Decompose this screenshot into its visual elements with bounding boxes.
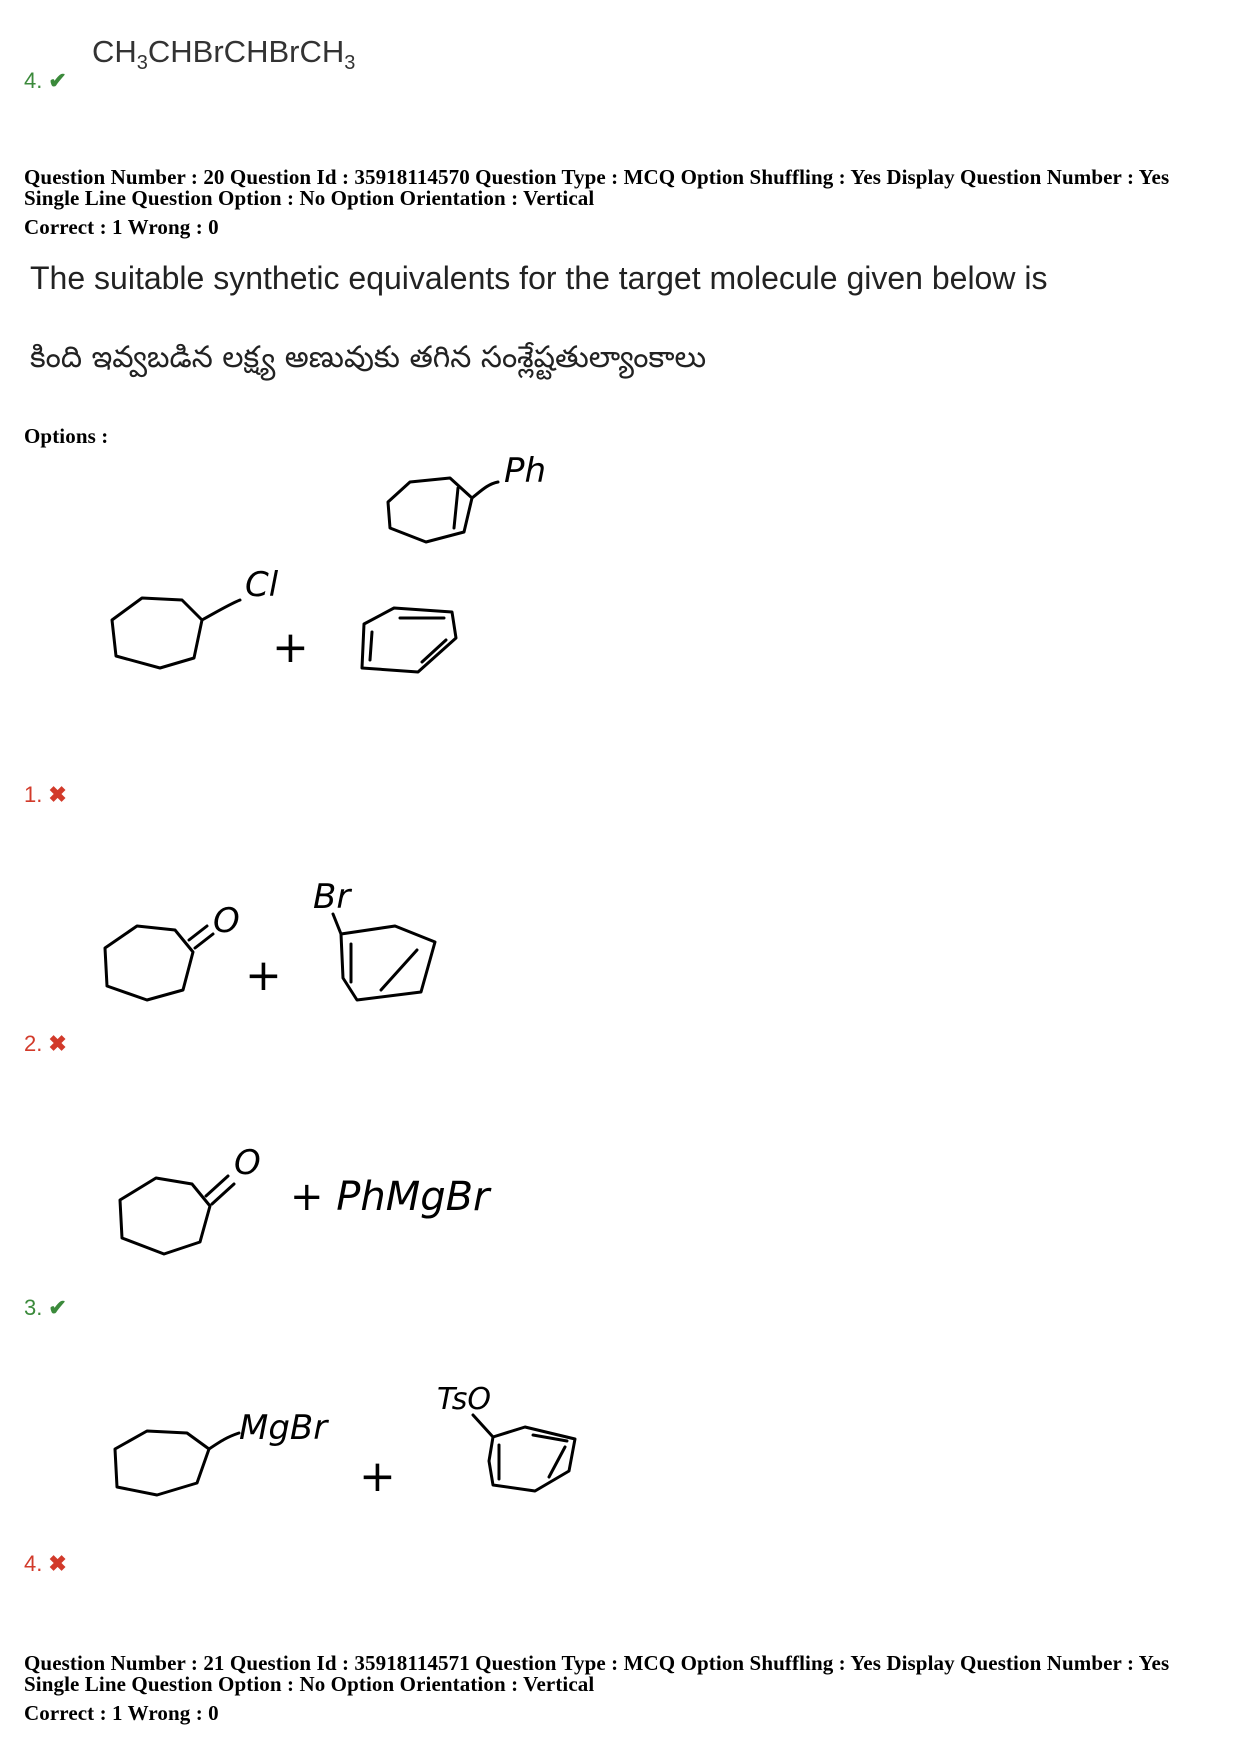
option-2-plus: + xyxy=(245,950,282,1001)
wrong-icon: ✖ xyxy=(48,782,67,807)
options-label: Options : xyxy=(24,424,109,448)
check-icon: ✔ xyxy=(48,1295,67,1320)
prev-option-4-number xyxy=(24,68,67,94)
option-1-structure xyxy=(100,560,480,680)
question-20-meta-line3: Correct : 1 Wrong : 0 xyxy=(24,215,219,239)
prev-option-4-formula xyxy=(92,34,355,75)
option-4-plus: + xyxy=(359,1451,396,1502)
option-2-structure xyxy=(95,870,515,1020)
option-4-tso-label: TsO xyxy=(437,1382,492,1417)
option-1-number[interactable] xyxy=(24,782,67,808)
option-2-o-label: O xyxy=(213,901,240,941)
option-3-number[interactable] xyxy=(24,1295,67,1321)
option-number: 4. xyxy=(24,1551,43,1576)
option-4-structure xyxy=(105,1375,585,1505)
option-number: 3. xyxy=(24,1295,43,1320)
question-20-text-english: The suitable synthetic equivalents for the target molecule given below is xyxy=(30,260,1048,296)
option-3-structure xyxy=(100,1130,560,1270)
wrong-icon: ✖ xyxy=(48,1551,67,1576)
option-1-cl-label: Cl xyxy=(245,565,279,605)
option-number: 2. xyxy=(24,1031,43,1056)
question-20-text-telugu: కింది ఇవ్వబడిన లక్ష్య అణువుకు తగిన సంశ్లేష్టతుల్యాంకాలు xyxy=(30,340,707,375)
option-number: 4. xyxy=(24,68,43,93)
formula-subscript: 3 xyxy=(344,52,356,75)
target-ph-label: Ph xyxy=(504,451,547,491)
formula-subscript: 3 xyxy=(136,52,148,75)
formula-part: CH xyxy=(92,34,137,69)
question-21-meta-line3: Correct : 1 Wrong : 0 xyxy=(24,1701,219,1725)
check-icon: ✔ xyxy=(48,68,67,93)
question-20-meta-line2: Single Line Question Option : No Option Orientation : Vertical xyxy=(24,186,595,210)
target-molecule-structure xyxy=(370,440,570,560)
option-2-br-label: Br xyxy=(313,877,351,917)
option-4-mgbr-label: MgBr xyxy=(239,1408,328,1448)
question-21-meta-line1: Question Number : 21 Question Id : 35918114571 Question Type : MCQ Option Shuffling : Yes Display Question Number : Yes xyxy=(24,1651,1170,1675)
question-21-meta-line2: Single Line Question Option : No Option Orientation : Vertical xyxy=(24,1672,595,1696)
wrong-icon: ✖ xyxy=(48,1031,67,1056)
option-3-reagent-label: + PhMgBr xyxy=(290,1174,490,1220)
option-3-o-label: O xyxy=(234,1143,261,1183)
option-number: 1. xyxy=(24,782,43,807)
question-20-meta-line1: Question Number : 20 Question Id : 35918114570 Question Type : MCQ Option Shuffling : Yes Display Question Number : Yes xyxy=(24,165,1170,189)
formula-part: CHBrCHBrCH xyxy=(147,34,345,69)
option-2-number[interactable] xyxy=(24,1031,67,1057)
option-4-number[interactable] xyxy=(24,1551,67,1577)
option-1-plus: + xyxy=(272,622,309,673)
